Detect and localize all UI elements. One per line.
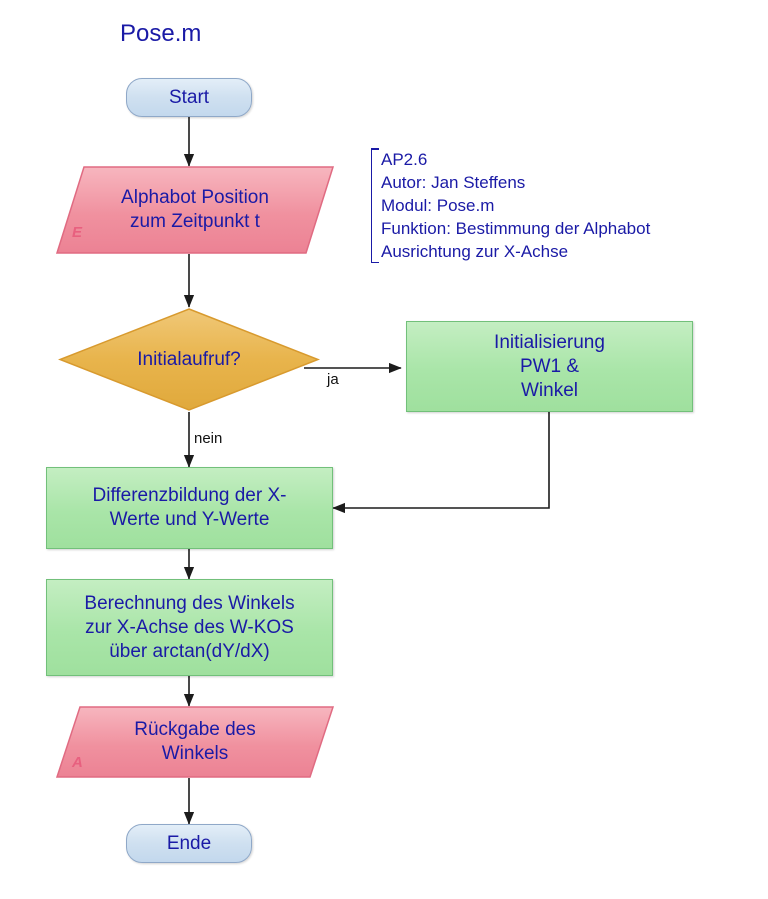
node-berechnung-line1: Berechnung des Winkels: [84, 592, 295, 614]
edge-label-nein: nein: [194, 430, 223, 447]
edge-init-to-diff: [333, 412, 549, 508]
node-output-line1: Rückgabe des: [134, 719, 256, 740]
node-output-winkel-label: [56, 706, 334, 778]
note-line: AP2.6: [381, 150, 428, 169]
node-output-winkel-tag: A: [72, 754, 83, 771]
node-differenzbildung[interactable]: [46, 467, 333, 549]
node-input-position-line2: zum Zeitpunkt t: [130, 211, 260, 232]
node-output-line2: Winkels: [161, 743, 229, 764]
node-initialisierung[interactable]: [406, 321, 693, 412]
node-differenzbildung-line1: Differenzbildung der X-: [92, 485, 287, 506]
node-differenzbildung-line2: Werte und Y-Werte: [109, 509, 270, 530]
node-input-position[interactable]: [56, 166, 334, 254]
node-decision-label: Initialaufruf?: [137, 348, 241, 370]
node-start[interactable]: [126, 78, 252, 117]
node-input-position-label: [56, 166, 334, 254]
node-output-winkel[interactable]: [56, 706, 334, 778]
node-end-label: Ende: [166, 832, 212, 854]
node-start-label: Start: [168, 86, 210, 108]
node-initialisierung-line2: PW1 &: [519, 355, 580, 377]
node-berechnung-line2: zur X-Achse des W-KOS: [85, 616, 294, 638]
node-berechnung-line3: über arctan(dY/dX): [109, 640, 270, 662]
note-line: Ausrichtung zur X-Achse: [381, 242, 569, 261]
note-line: Funktion: Bestimmung der Alphabot: [381, 219, 651, 238]
note-line: Modul: Pose.m: [381, 196, 495, 215]
edge-label-ja: ja: [327, 371, 339, 388]
node-initialisierung-line3: Winkel: [520, 379, 578, 401]
node-initialisierung-line1: Initialisierung: [494, 331, 605, 353]
node-decision-initialaufruf[interactable]: [58, 307, 320, 412]
node-end[interactable]: [126, 824, 252, 863]
note-line: Autor: Jan Steffens: [381, 173, 526, 192]
annotation-note: [371, 148, 650, 263]
node-input-position-line1: Alphabot Position: [121, 187, 269, 208]
node-input-position-tag: E: [72, 224, 83, 241]
page-title: Pose.m: [120, 20, 202, 47]
node-berechnung-winkel[interactable]: [46, 579, 333, 676]
